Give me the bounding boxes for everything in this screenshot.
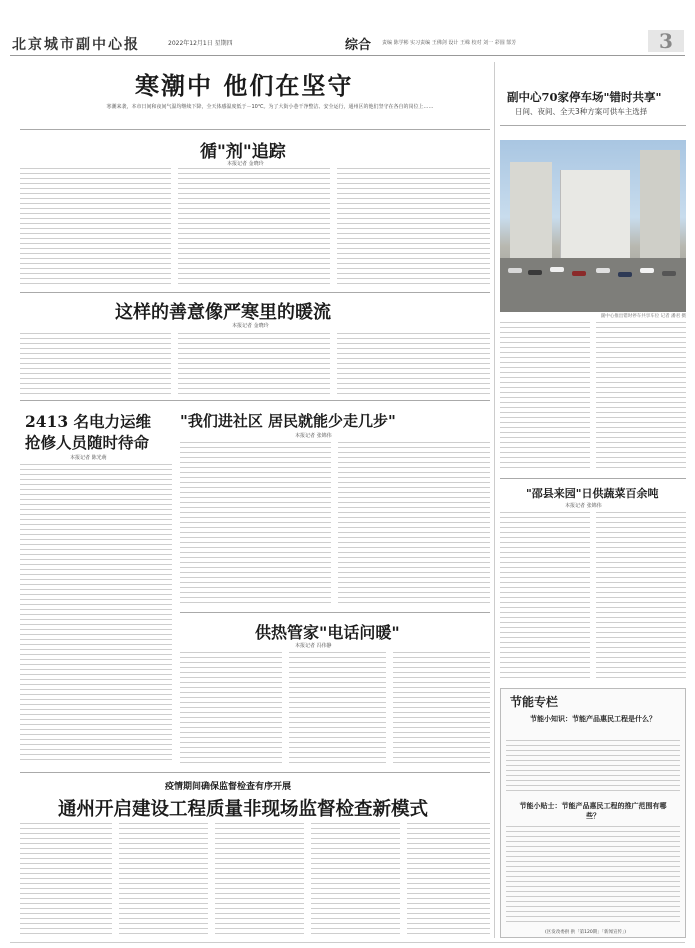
story3-headline-line1: 2413 名电力运维 [25, 412, 152, 431]
story6-headline: 通州开启建设工程质量非现场监督检查新模式 [58, 799, 429, 820]
date-line: 2022年12月1日 星期四 [168, 40, 233, 47]
photo-lot [500, 258, 686, 312]
column-gutter [331, 442, 338, 607]
column-gutter [400, 823, 407, 938]
sub1-byline: 本报记者 金晓玲 [227, 161, 264, 167]
photo-car [572, 271, 586, 276]
right-lead-headline: 副中心70家停车场"错时共享" [507, 90, 662, 104]
photo-car [528, 270, 542, 275]
lead-rule [20, 129, 490, 130]
paper-name: 北京城市副中心报 [12, 37, 140, 53]
story2-byline: 本报记者 金晓玲 [232, 323, 269, 329]
section-rule [20, 772, 490, 773]
column-gutter [330, 333, 337, 395]
photo-car [596, 268, 610, 273]
lead-body-text [20, 168, 490, 286]
story5-headline: 供热管家"电话问暖" [255, 623, 400, 642]
story3-headline-line2: 抢修人员随时待命 [25, 433, 150, 452]
masthead [0, 0, 695, 70]
story6-kicker: 疫情期间确保监督检查有序开展 [165, 782, 292, 792]
story4-byline: 本报记者 张锦伟 [295, 433, 332, 439]
parking-lot-photo [500, 140, 686, 312]
column-gutter [171, 333, 178, 395]
story3-body-text [20, 464, 172, 764]
section-rule [500, 478, 686, 479]
photo-caption: 副中心推出错时停车共享车位 记者 潘君 摄 [600, 314, 686, 319]
story2-headline: 这样的善意像严寒里的暖流 [115, 302, 331, 323]
sub1-headline: 循"剂"追踪 [200, 142, 286, 162]
story5-body-text [180, 652, 490, 767]
right-story2-byline: 本报记者 张锦伟 [565, 503, 602, 509]
sidebar-title: 节能专栏 [510, 695, 559, 709]
right-lead-rule [500, 125, 686, 126]
column-gutter [208, 823, 215, 938]
story2-body-text [20, 333, 490, 395]
sidebar-q1: 节能小知识：节能产品惠民工程是什么？ [530, 715, 656, 723]
photo-building [560, 170, 630, 262]
section-rule [20, 292, 490, 293]
story3-byline: 本报记者 陈光萌 [70, 455, 107, 461]
photo-car [662, 271, 676, 276]
column-gutter [330, 168, 337, 286]
photo-car [640, 268, 654, 273]
column-gutter [590, 322, 596, 472]
lead-dek: 寒潮来袭，本市日间和夜间气温均继续下降，全天体感温度低于－10℃。为了大街小巷干净整洁、安全运行，通州区的他们坚守在各自的岗位上…… [106, 104, 434, 110]
section-rule [20, 400, 490, 401]
photo-car [550, 267, 564, 272]
sidebar-a2-text [506, 826, 680, 926]
photo-car [508, 268, 522, 273]
sidebar-a1-text [506, 740, 680, 795]
page-column-divider [494, 62, 495, 938]
page-number: 3 [648, 30, 684, 52]
photo-building [510, 162, 552, 267]
right-lead-subhead: 日间、夜间、全天3种方案可供车主选择 [515, 107, 648, 116]
story5-byline: 本报记者 冯伟静 [295, 643, 332, 649]
lead-headline: 寒潮中 他们在坚守 [135, 71, 354, 100]
header-rule [10, 55, 685, 56]
column-gutter [304, 823, 311, 938]
right-story2-headline: "邵县来园"日供蔬菜百余吨 [526, 487, 659, 500]
sidebar-q2: 节能小贴士：节能产品惠民工程的推广范围有哪些？ [519, 802, 667, 820]
sidebar-footnote: (区发改委供 供「第120期」「新闻宣传」) [545, 930, 627, 935]
column-gutter [590, 512, 596, 682]
section-name: 综合 [345, 38, 372, 53]
column-gutter [171, 168, 178, 286]
photo-building [640, 150, 680, 262]
column-gutter [282, 652, 289, 767]
story6-body-text [20, 823, 490, 938]
photo-car [618, 272, 632, 277]
section-rule [180, 612, 490, 613]
column-gutter [386, 652, 393, 767]
story4-headline: "我们进社区 居民就能少走几步" [180, 412, 396, 430]
column-gutter [112, 823, 119, 938]
footer-rule [10, 942, 685, 943]
editor-credits: 责编 陈学彬 实习责编 王佛剑 设计 王嵘 校对 刘一 彩圆 郜芳 [382, 40, 517, 46]
